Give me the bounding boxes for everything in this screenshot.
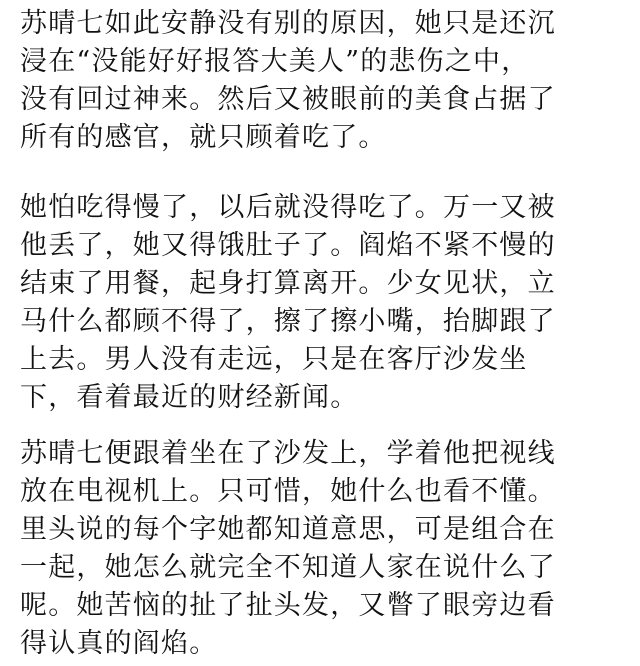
paragraph-1-line-1: 苏晴七如此安静没有别的原因，她只是还沉 [20, 8, 556, 39]
paragraph-3-line-3: 里头说的每个字她都知道意思，可是组合在 [20, 514, 556, 545]
paragraph-3-line-2: 放在电视机上。只可惜，她什么也看不懂。 [20, 476, 556, 507]
paragraph-3-line-1: 苏晴七便跟着坐在了沙发上，学着他把视线 [20, 438, 556, 469]
paragraph-3-line-4: 一起，她怎么就完全不知道人家在说什么了 [20, 552, 556, 583]
paragraph-3-line-6: 得认真的阎焰。 [20, 628, 218, 659]
paragraph-2-line-1: 她怕吃得慢了，以后就没得吃了。万一又被 [20, 192, 556, 223]
paragraph-1-line-4: 所有的感官，就只顾着吃了。 [20, 122, 387, 153]
paragraph-2-line-5: 上去。男人没有走远，只是在客厅沙发坐 [20, 344, 528, 375]
paragraph-3-line-5: 呢。她苦恼的扯了扯头发，又瞥了眼旁边看 [20, 590, 556, 621]
paragraph-1-line-2: 浸在“没能好好报答大美人”的悲伤之中， [20, 46, 530, 77]
paragraph-2-line-4: 马什么都顾不得了，擦了擦小嘴，抬脚跟了 [20, 306, 556, 337]
paragraph-2-line-6: 下，看着最近的财经新闻。 [20, 382, 359, 413]
paragraph-1-line-3: 没有回过神来。然后又被眼前的美食占据了 [20, 84, 556, 115]
paragraph-2-line-2: 他丢了，她又得饿肚子了。阎焰不紧不慢的 [20, 230, 556, 261]
paragraph-2-line-3: 结束了用餐，起身打算离开。少女见状，立 [20, 268, 556, 299]
